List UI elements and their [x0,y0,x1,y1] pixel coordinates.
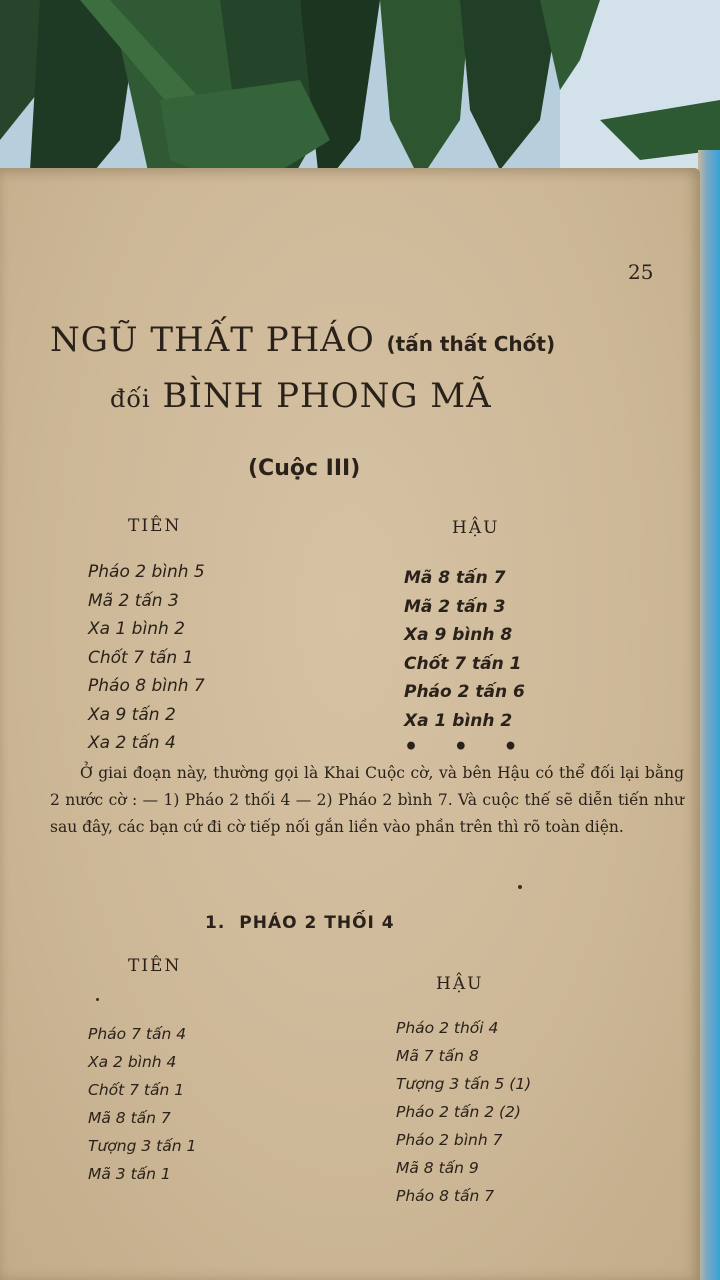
move-item: Xa 1 bình 2 [88,619,185,639]
page-number: 25 [628,260,654,284]
paper-speck [518,885,522,889]
title-prefix: đối [110,385,151,413]
hau-heading: HẬU [452,518,500,538]
move-item: Mã 7 tấn 8 [396,1047,479,1065]
title-main-2: BÌNH PHONG MÃ [162,376,492,416]
title-main: NGŨ THẤT PHÁO [50,320,375,360]
book-page [0,168,700,1280]
chapter-title-line-1 [50,320,555,360]
move-item: Pháo 2 thối 4 [396,1019,499,1037]
game-label: (Cuộc III) [248,456,361,481]
move-item: Xa 9 bình 8 [404,625,513,645]
hau-heading-2: HẬU [436,974,484,994]
move-item: Mã 3 tấn 1 [88,1165,171,1183]
move-item: Xa 1 bình 2 [404,710,513,731]
move-item: Pháo 8 tấn 7 [396,1187,495,1205]
move-item: Pháo 8 bình 7 [88,676,205,696]
move-item: Chốt 7 tấn 1 [88,647,194,668]
tien-move-list-2 [88,1020,196,1188]
move-item: Pháo 2 tấn 2 (2) [396,1103,521,1121]
move-item: Tượng 3 tấn 5 (1) [396,1075,532,1093]
move-item: Xa 2 bình 4 [88,1053,177,1071]
move-item: Pháo 2 bình 7 [396,1131,503,1149]
move-item: Mã 8 tấn 7 [88,1109,171,1127]
move-item: Mã 2 tấn 3 [404,596,506,617]
title-subtitle: (tấn thất Chốt) [386,332,556,356]
continuation-dots: • • • [404,734,532,760]
move-item: Chốt 7 tấn 1 [88,1081,185,1099]
section-title [205,913,395,933]
chapter-title-line-2 [110,376,492,416]
explanation-paragraph: Ở giai đoạn này, thường gọi là Khai Cuộc cờ, và bên Hậu có thể đối lại bằng 2 nước cờ : — 1) Pháo 2 thối 4 — 2) Pháo 2 bình 7. Và cuộc thế sẽ diễn tiến như sau đây, các bạn cứ đi cờ tiếp nối gắn liền vào phần trên thì rõ toàn diện. [50,764,684,836]
tien-heading-2: TIÊN [128,956,182,976]
hau-move-list [404,564,525,735]
book-edge [698,150,720,1280]
move-item: Pháo 2 tấn 6 [404,682,525,702]
move-item: Mã 2 tấn 3 [88,590,179,611]
move-item: Mã 8 tấn 9 [396,1159,479,1177]
move-item: Tượng 3 tấn 1 [88,1137,197,1155]
tien-move-list [88,558,205,758]
paper-speck [96,998,99,1001]
section-heading: PHÁO 2 THỐI 4 [239,913,395,933]
tien-heading: TIÊN [128,516,182,536]
move-item: Pháo 7 tấn 4 [88,1025,187,1043]
move-item: Mã 8 tấn 7 [404,568,506,588]
move-item: Xa 2 tấn 4 [88,733,176,753]
move-item: Pháo 2 bình 5 [88,562,205,582]
move-item: Chốt 7 tấn 1 [404,653,522,674]
move-item: Xa 9 tấn 2 [88,704,176,725]
section-number: 1. [205,913,226,933]
hau-move-list-2 [396,1014,531,1210]
